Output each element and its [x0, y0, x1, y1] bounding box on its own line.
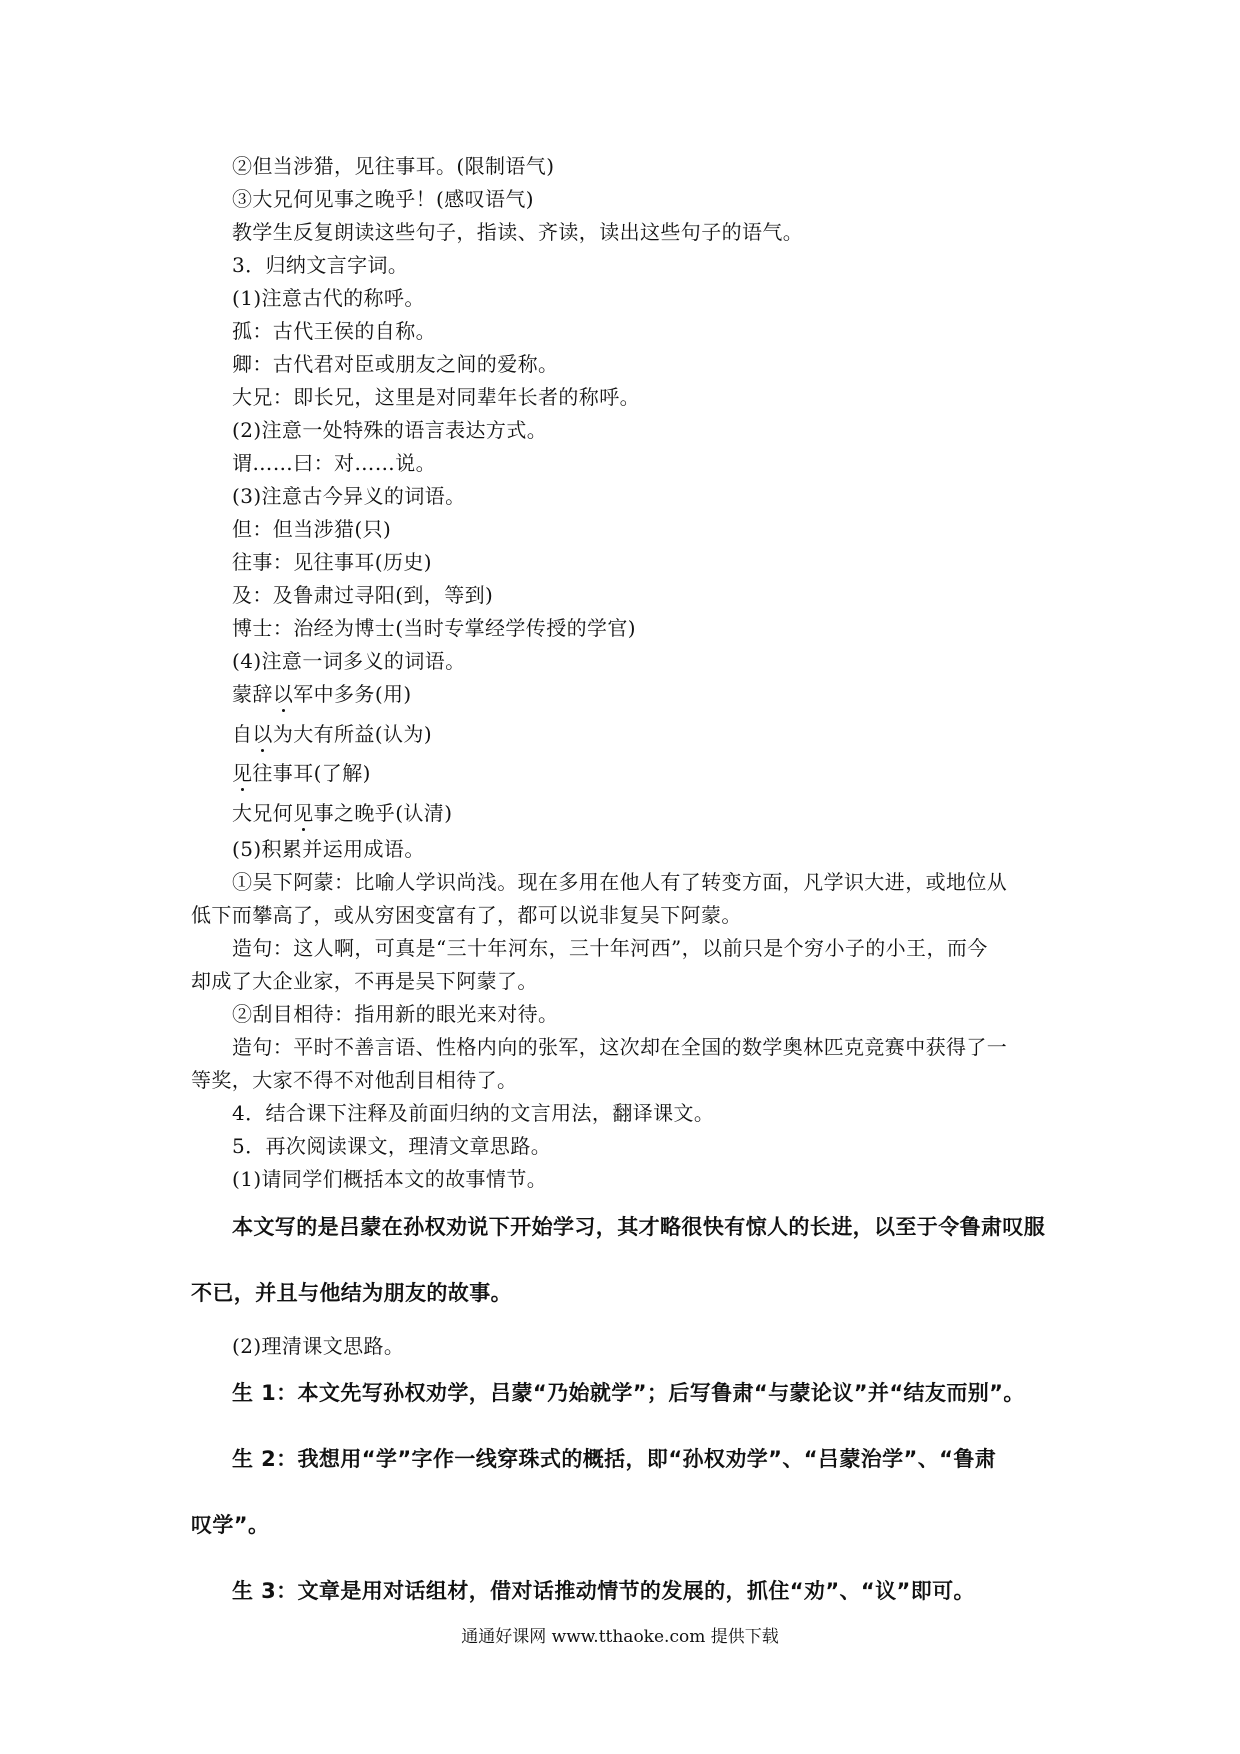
- text-line: 大兄：即长兄，这里是对同辈年长者的称呼。: [232, 385, 640, 409]
- polysemy-line: [232, 760, 371, 786]
- polysemy-after: 事之晚乎(认清): [313, 801, 453, 825]
- idiom-1-example-cont: 却成了大企业家，不再是吴下阿蒙了。: [191, 969, 538, 993]
- text-line: (2)注意一处特殊的语言表达方式。: [232, 418, 548, 442]
- step-5: 5．再次阅读课文，理清文章思路。: [232, 1134, 552, 1158]
- text-line: 卿：古代君对臣或朋友之间的爱称。: [232, 352, 559, 376]
- question-1: (1)请同学们概括本文的故事情节。: [232, 1167, 548, 1191]
- text-line: (3)注意古今异义的词语。: [232, 484, 466, 508]
- answer-1: 本文写的是吕蒙在孙权劝说下开始学习，其才略很快有惊人的长进，以至于令鲁肃叹服: [232, 1215, 1046, 1239]
- question-2: (2)理清课文思路。: [232, 1334, 405, 1358]
- idiom-2-example-cont: 等奖，大家不得不对他刮目相待了。: [191, 1068, 518, 1092]
- text-line: 3．归纳文言字词。: [232, 253, 409, 277]
- idiom-1-text: ①吴下阿蒙：比喻人学识尚浅。现在多用在他人有了转变方面，凡学识大进，或地位从: [232, 870, 1008, 894]
- text-line: (1)注意古代的称呼。: [232, 286, 425, 310]
- polysemy-dotted-char: 见: [293, 801, 314, 825]
- idiom-2-example: 造句：平时不善言语、性格内向的张军，这次却在全国的数学奥林匹克竞赛中获得了一: [232, 1035, 1008, 1059]
- polysemy-before: 自: [232, 722, 253, 746]
- idiom-1-example: 造句：这人啊，可真是“三十年河东，三十年河西”，以前只是个穷小子的小王，而今: [232, 936, 988, 960]
- polysemy-line: [232, 681, 412, 707]
- idioms-heading: (5)积累并运用成语。: [232, 837, 425, 861]
- polysemy-before: 大兄何: [232, 801, 294, 825]
- answer-1-cont: 不已，并且与他结为朋友的故事。: [191, 1281, 512, 1305]
- text-line: 及：及鲁肃过寻阳(到，等到): [232, 583, 494, 607]
- idiom-2-text: ②刮目相待：指用新的眼光来对待。: [232, 1002, 559, 1026]
- text-line: (4)注意一词多义的词语。: [232, 649, 466, 673]
- polysemy-line: [232, 721, 432, 747]
- text-line: 博士：治经为博士(当时专掌经学传授的学官): [232, 616, 637, 640]
- idiom-1-text-cont: 低下而攀高了，或从穷困变富有了，都可以说非复吴下阿蒙。: [191, 903, 742, 927]
- step-4: 4．结合课下注释及前面归纳的文言用法，翻译课文。: [232, 1101, 715, 1125]
- polysemy-dotted-char: 见: [232, 761, 253, 785]
- text-line: 孤：古代王侯的自称。: [232, 319, 436, 343]
- page-footer: 通通好课网 www.tthaoke.com 提供下载: [461, 1627, 779, 1647]
- polysemy-before: 蒙辞: [232, 682, 273, 706]
- student-2-answer-cont: 叹学”。: [191, 1513, 270, 1537]
- polysemy-after: 为大有所益(认为): [272, 722, 433, 746]
- student-3-answer: 生 3：文章是用对话组材，借对话推动情节的发展的，抓住“劝”、“议”即可。: [232, 1579, 975, 1603]
- text-line: 谓……曰：对……说。: [232, 451, 436, 475]
- text-line: 往事：见往事耳(历史): [232, 550, 433, 574]
- text-line: 教学生反复朗读这些句子，指读、齐读，读出这些句子的语气。: [232, 220, 804, 244]
- text-line: ②但当涉猎，见往事耳。(限制语气): [232, 154, 555, 178]
- polysemy-dotted-char: 以: [252, 722, 273, 746]
- student-2-answer: 生 2：我想用“学”字作一线穿珠式的概括，即“孙权劝学”、“吕蒙治学”、“鲁肃: [232, 1447, 997, 1471]
- student-1-answer: 生 1：本文先写孙权劝学，吕蒙“乃始就学”；后写鲁肃“与蒙论议”并“结友而别”。: [232, 1381, 1025, 1405]
- polysemy-after: 往事耳(了解): [252, 761, 371, 785]
- text-line: 但：但当涉猎(只): [232, 517, 392, 541]
- text-line: ③大兄何见事之晚乎！(感叹语气): [232, 187, 535, 211]
- polysemy-line: [232, 800, 452, 826]
- polysemy-dotted-char: 以: [272, 682, 294, 706]
- polysemy-after: 军中多务(用): [293, 682, 412, 706]
